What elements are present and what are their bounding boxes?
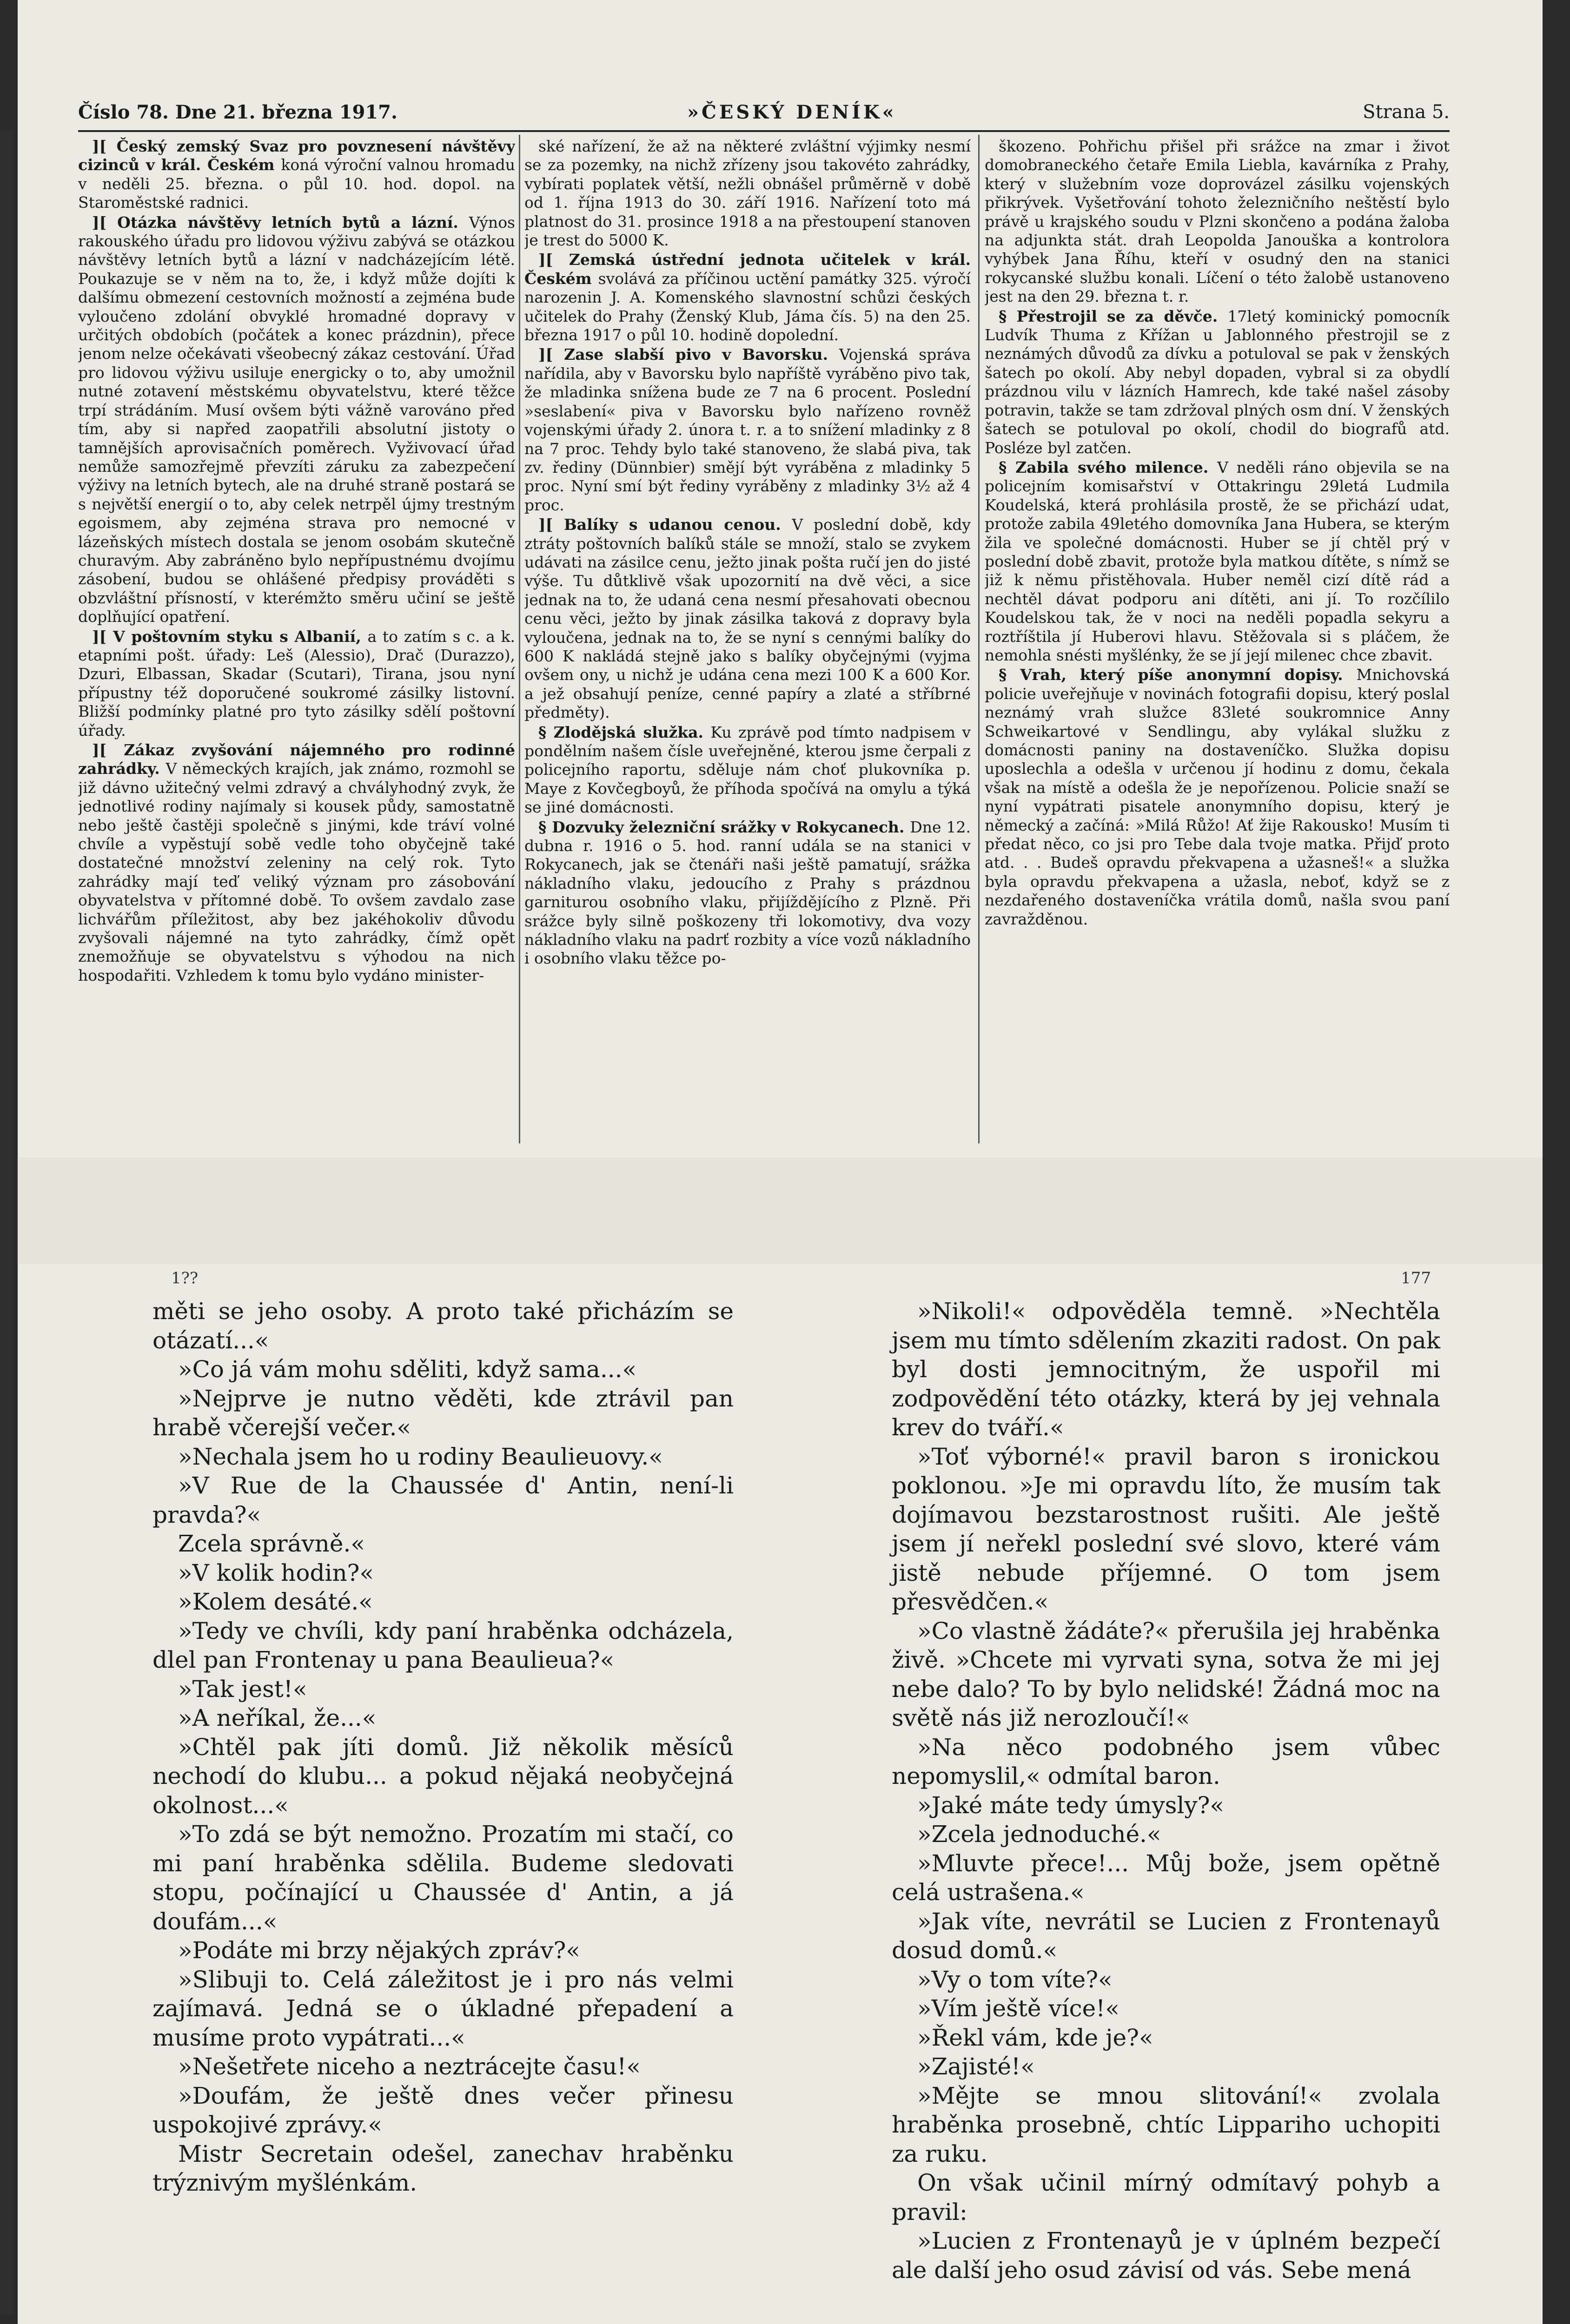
article-heading: § Dozvuky železniční srážky v Rokycanech. <box>538 818 910 836</box>
book-page-right <box>892 1269 1440 2284</box>
article-body: škozeno. Pohřichu přišel při srážce na zmar i život domobraneckého četaře Emila Liebla, kavárníka z Prahy, který v služebním voze doprovázel zásilku vojenských přikrývek. Vyšetřování tohoto železničního neštěstí bylo právě u krajského soudu v Plzni skončeno a podána žaloba na adjunkta stát. drah Leopolda Janouška a kontrolora vyhýbek Jana Říhu, kteří v osudný den na stanici rokycanské službu konali. Líčení o této žalobě ustanoveno jest na den 29. března t. r. <box>985 137 1450 306</box>
book-paragraph: »Kolem desáté.« <box>178 1588 373 1615</box>
book-paragraph: »Co vlastně žádáte?« přerušila jej hraběnka živě. »Chcete mi vyrvati syna, sotva že mi jej nebe dalo? To by bylo nelidské! Žádná moc na světě nás již nerozloučí!« <box>892 1617 1440 1731</box>
scan-margin <box>0 130 14 2315</box>
book-text-right <box>892 1297 1440 2284</box>
book-paragraph: »Chtěl pak jíti domů. Již několik měsíců nechodí do klubu... a pokud nějaká neobyčejná okolnost...« <box>152 1733 734 1819</box>
book-paragraph: »Jaké máte tedy úmysly?« <box>917 1791 1225 1819</box>
column-1 <box>78 137 515 1146</box>
book-paragraph: »Podáte mi brzy nějakých zpráv?« <box>178 1937 580 1964</box>
column-rule <box>978 135 980 1143</box>
article-heading: ][ Zase slabší pivo v Bavorsku. <box>538 345 839 364</box>
article-paragraph <box>524 345 971 515</box>
article-body: Vojenská správa nařídila, aby v Bavorsku bylo napříště vyráběno pivo tak, že mladinka snížena bude ze 7 na 6 procent. Poslední »seslabení« piva v Bavorsku bylo nařízeno rovněž vojenskými úřady 2. února t. r. a to snížení mladinky z 8 na 7 proc. Tehdy bylo také stanoveno, že slabá piva, tak zv. řediny (Dünnbier) smějí být vyráběna z mladinky 5 proc. Nyní smí být řediny vyráběny z mladinky 3½ až 4 proc. <box>524 345 971 514</box>
book-paragraph: »Mluvte přece!... Můj bože, jsem opětně celá ustrašena.« <box>892 1849 1440 1906</box>
article-heading: ][ Otázka návštěvy letních bytů a lázní. <box>92 213 469 231</box>
article-heading: ][ Zákaz zvyšování nájemného pro rodinné zahrádky. <box>78 741 515 778</box>
article-heading: § Zabila svého milence. <box>999 458 1218 476</box>
book-paragraph: »Co já vám mohu sděliti, když sama...« <box>178 1356 637 1383</box>
article-body: Výnos rakouského úřadu pro lidovou výživu zabývá se otázkou návštěvy letních bytů a lázní v nadcházejícím létě. Poukazuje se v něm na to, že, i když může dojíti k dalšímu obmezení cestovních možností a zejména bude vyloučeno zdolání obvyklé hromadné dopravy v určitých obdobích (počátek a konec prázdnin), přece jenom nelze očekávati všeobecný zákaz cestování. Úřad pro lidovou výživu usiluje energicky o to, aby umožnil nutné zotavení městskému obyvatelstvu, které těžce trpí strádáním. Musí ovšem býti vážně varováno před tím, aby si napřed zaopatřili absolutní jistoty o tamnějších aprovisačních poměrech. Vyživovací úřad nemůže samozřejmě převzíti záruku za zabezpečení výživy na letních bytech, ale na druhé straně postará se s největší energií o to, aby celek netrpěl újmy trestným egoismem, aby zejména strava pro nemocné v lázeňských místech dostala se jenom osobám skutečně churavým. Aby zabráněno bylo nepřípustnému dvojímu zásobení, budou se ohlášené předpisy prováděti s obzvláštní přísností, v kterémžto směru učiní se ještě doplňující opatření. <box>78 213 515 626</box>
article-body: V poslední době, kdy ztráty poštovních balíků stále se množí, stalo se zvykem udávati na zásilce cenu, ježto jinak pošta ručí jen do jisté výše. Tu důtklivě však upozornití na dvě věci, a sice jednak na to, že udaná cena nesmí přesahovati obecnou cenu věci, ježto by jinak zásilka taková z dopravy byla vyloučena, jednak na to, že se nyní s cennými balíky do 600 K nakládá stejně jako s balíky obyčejnými (vyjma ovšem ony, u nichž je udána cena mezi 100 K a 600 Kor. a jež obsahují peníze, cenné papíry a zlaté a stříbrné předměty). <box>524 515 971 722</box>
article-heading: ][ Zemská ústřední jednota učitelek v král. Českém <box>524 251 971 288</box>
book-paragraph: »Vy o tom víte?« <box>917 1966 1113 1993</box>
article-heading: ][ Český zemský Svaz pro povznesení návštěvy cizinců v král. Českém <box>78 137 515 174</box>
article-heading: § Zlodějská služka. <box>538 723 711 741</box>
book-paragraph: »Nešetřete niceho a neztrácejte času!« <box>178 2053 641 2080</box>
book-text-left <box>152 1297 734 2198</box>
article-paragraph <box>524 818 971 968</box>
book-paragraph: »Tak jest!« <box>178 1675 307 1703</box>
article-paragraph <box>985 666 1450 929</box>
book-paragraph: »Jak víte, nevrátil se Lucien z Frontenayů dosud domů.« <box>892 1908 1440 1964</box>
article-body: V německých krajích, jak známo, rozmohl se již dávno užitečný velmi zdravý a chvályhodný zvyk, že jednotlivé rodiny najímaly si kousek půdy, samostatně nebo ještě častěji společně s jinými, kde tráví volné chvíle a vypěstují sobě vedle toho obyčejně také dostatečné množství zeleniny na celý rok. Tyto zahrádky mají teď veliký význam pro zásobování obyvatelstva v přítomné době. To ovšem zavdalo zase lichvářům příležitost, aby bez jakéhokoliv důvodu zvyšovali nájemné na tyto zahrádky, čímž opět znemožňuje se obyvatelstvu s výhodou na nich hospodařiti. Vzhledem k tomu bylo vydáno minister- <box>78 759 515 984</box>
article-body: 17letý kominický pomocník Ludvík Thuma z Křížan u Jablonného přestrojil se z neznámých důvodů za dívku a potuloval se pak v ženských šatech po okolí. Aby nebyl dopaden, vybral si za obydlí prázdnou vilu v lázních Hamrech, kde také našel zásoby potravin, takže se tam zdržoval plných osm dní. V ženských šatech se potuloval po okolí, chodil do biografů atd. Posléze byl zatčen. <box>985 307 1450 457</box>
article-paragraph <box>985 307 1450 457</box>
article-body: a to zatím s c. a k. etapními pošt. úřady: Leš (Alessio), Drač (Durazzo), Dzuri, Elbassan, Skadar (Scutari), Tirana, jsou nyní přípustny též doporučené soukromé zásilky listovní. Bližší podmínky platné pro tyto zásilky sdělí poštovní úřady. <box>78 627 515 739</box>
article-paragraph <box>524 137 971 250</box>
article-paragraph <box>78 137 515 212</box>
article-heading: ][ Balíky s udanou cenou. <box>538 515 792 534</box>
article-body: ské nařízení, že až na některé zvláštní výjimky nesmí se za pozemky, na nichž zřízeny jsou takovéto zahrádky, vybírati poplatek větší, nežli obnášel průměrně v době od 1. října 1913 do 30. září 1916. Nařízení toto má platnost do 31. prosince 1918 a na přestoupení stanoven je trest do 5000 K. <box>524 137 971 250</box>
book-paragraph: »Doufám, že ještě dnes večer přinesu uspokojivé zprávy.« <box>152 2082 734 2138</box>
article-body: Dne 12. dubna r. 1916 o 5. hod. ranní udála se na stanici v Rokycanech, jak se čtenáři naši ještě pamatují, srážka nákladního vlaku, jedoucího z Prahy s prázdnou garniturou osobního vlaku, přijíždějícího z Plzně. Při srážce byly silně poškozeny tři lokomotivy, dva vozy nákladního vlaku na padrť rozbity a více vozů nákladního i osobního vlaku těžce po- <box>524 818 971 968</box>
book-paragraph: »To zdá se být nemožno. Prozatím mi stačí, co mi paní hraběnka sdělila. Budeme sledovati stopu, počínající u Chaussée d' Antin, a já doufám...« <box>152 1821 734 1935</box>
book-paragraph: »V Rue de la Chaussée d' Antin, není-li pravda?« <box>152 1472 734 1528</box>
article-paragraph <box>524 723 971 817</box>
article-body: svolává za příčinou uctění památky 325. výročí narozenin J. A. Komenského slavnostní schůzi českých učitelek do Prahy (Ženský Klub, Jáma čís. 5) na den 25. března 1917 o půl 10. hodině dopolední. <box>524 269 971 344</box>
article-paragraph <box>524 515 971 722</box>
column-2 <box>524 137 971 1146</box>
book-paragraph: Mistr Secretain odešel, zanechav hraběnku trýznivým myšlénkám. <box>152 2140 734 2196</box>
article-heading: § Vrah, který píše anonymní dopisy. <box>999 666 1357 684</box>
column-3 <box>985 137 1450 1146</box>
book-paragraph: »Na něco podobného jsem vůbec nepomyslil,« odmítal baron. <box>892 1733 1440 1789</box>
book-paragraph: »Tedy ve chvíli, kdy paní hraběnka odcházela, dlel pan Frontenay u pana Beaulieua?« <box>152 1617 734 1673</box>
article-heading: § Přestrojil se za děvče. <box>999 307 1228 325</box>
column-rule <box>519 135 520 1143</box>
article-paragraph <box>985 458 1450 665</box>
newspaper-header <box>78 98 1450 132</box>
book-paragraph: »Nechala jsem ho u rodiny Beaulieuovy.« <box>178 1443 663 1470</box>
book-paragraph: »A neříkal, že...« <box>178 1704 377 1731</box>
article-paragraph <box>78 741 515 985</box>
article-paragraph <box>78 213 515 627</box>
book-paragraph: »Vím ještě více!« <box>917 1995 1120 2022</box>
book-paragraph: Zcela správně.« <box>178 1530 365 1557</box>
book-paragraph: »Nikoli!« odpověděla temně. »Nechtěla jsem mu tímto sdělením zkaziti radost. On pak byl dosti jemnocitným, že uspořil mi zodpovědění této otázky, která by jej vehnala krev do tváří.« <box>892 1298 1440 1441</box>
article-paragraph <box>78 627 515 740</box>
newspaper-title: »ČESKÝ DENÍK« <box>687 101 897 123</box>
page-fold <box>18 1157 1543 1264</box>
page-number: Strana 5. <box>1363 101 1450 123</box>
article-paragraph <box>985 137 1450 306</box>
book-paragraph: On však učinil mírný odmítavý pohyb a pravil: <box>892 2169 1440 2225</box>
issue-date: Číslo 78. Dne 21. března 1917. <box>78 101 397 123</box>
book-paragraph: »Slibuji to. Celá záležitost je i pro nás velmi zajímavá. Jedná se o úkladné přepadení a musíme proto vypátrati...« <box>152 1966 734 2051</box>
book-paragraph: »Toť výborné!« pravil baron s ironickou poklonou. »Je mi opravdu líto, že musím tak dojímavou bezstarostnost rušiti. Ale ještě jsem jí neřekl poslední své slovo, které vám jistě nebude příjemné. O tom jsem přesvědčen.« <box>892 1443 1440 1615</box>
book-paragraph: měti se jeho osoby. A proto také přicházím se otázatí...« <box>152 1298 734 1354</box>
book-paragraph: »Zcela jednoduché.« <box>917 1821 1161 1848</box>
article-body: koná výroční valnou hromadu v neděli 25. března. o půl 10. hod. dopol. na Staroměstské radnici. <box>78 156 515 212</box>
book-page-number-left: 1?? <box>171 1269 199 1287</box>
article-body: Ku zprávě pod tímto nadpisem v pondělním našem čísle uveřejněné, kterou jsme čerpali z policejního raportu, sděluje nám choť plukovníka p. Maye z Kovčegboyů, že příhoda spočívá na omylu a týká se jiné domácnosti. <box>524 723 971 817</box>
book-page-number-right: 177 <box>1401 1269 1431 1287</box>
article-heading: ][ V poštovním styku s Albanií, <box>92 627 368 646</box>
article-body: V neděli ráno objevila se na policejním komisařství v Ottakringu 29letá Ludmila Koudelská, která prohlásila prostě, že se přichází udat, protože zabila 49letého domovníka Jana Hubera, se kterým žila ve společné domácnosti. Huber se jí chtěl prý v poslední době zbavit, protože byla matkou dítěte, s nímž se již k němu přistěhovala. Huber neměl cizí dítě rád a nechtěl dávat podporu ani dítěti, ani jí. To rozčílilo Koudelskou tak, že v noci na neděli popadla sekyru a roztříštila jí Huberovi hlavu. Stěžovala si s pláčem, že nemohla snésti myšlénky, že se jí její milenec chce zbavit. <box>985 458 1450 664</box>
book-paragraph: »Nejprve je nutno věděti, kde ztrávil pan hrabě včerejší večer.« <box>152 1385 734 1441</box>
book-paragraph: »V kolik hodin?« <box>178 1559 374 1586</box>
book-paragraph: »Mějte se mnou slitování!« zvolala hraběnka prosebně, chtíc Lippariho uchopiti za ruku. <box>892 2082 1440 2167</box>
article-body: Mnichovská policie uveřejňuje v novinách fotografii dopisu, který poslal neznámý vrah služce 83leté soukromnice Anny Schweikartové v Sendlingu, aby vylákal služku z domácnosti paniny na dostaveníčko. Služka dopisu uposlechla a odešla v určenou jí hodinu z domu, čekala však na místě a odešla že je nepořízenou. Policie snaží se nyní vypátrati pisatele anonymního dopisu, který je německý a začíná: »Milá Růžo! Ať žije Rakousko! Musím ti předat něco, co jsi pro Tebe dala tvoje matka. Přijď proto atd. . . Budeš opravdu překvapena a užasneš!« a služka byla opravdu překvapena a užasla, neboť, když se z nezdařeného dostaveníčka vrátila domů, našla svou paní zavražděnou. <box>985 666 1450 928</box>
book-paragraph: »Zajisté!« <box>917 2053 1035 2080</box>
book-paragraph: »Lucien z Frontenayů je v úplném bezpečí ale další jeho osud závisí od vás. Sebe mená <box>892 2227 1440 2284</box>
book-page-left <box>152 1269 734 2198</box>
article-paragraph <box>524 251 971 344</box>
newspaper-sheet <box>18 0 1543 2324</box>
book-paragraph: »Řekl vám, kde je?« <box>917 2024 1153 2051</box>
